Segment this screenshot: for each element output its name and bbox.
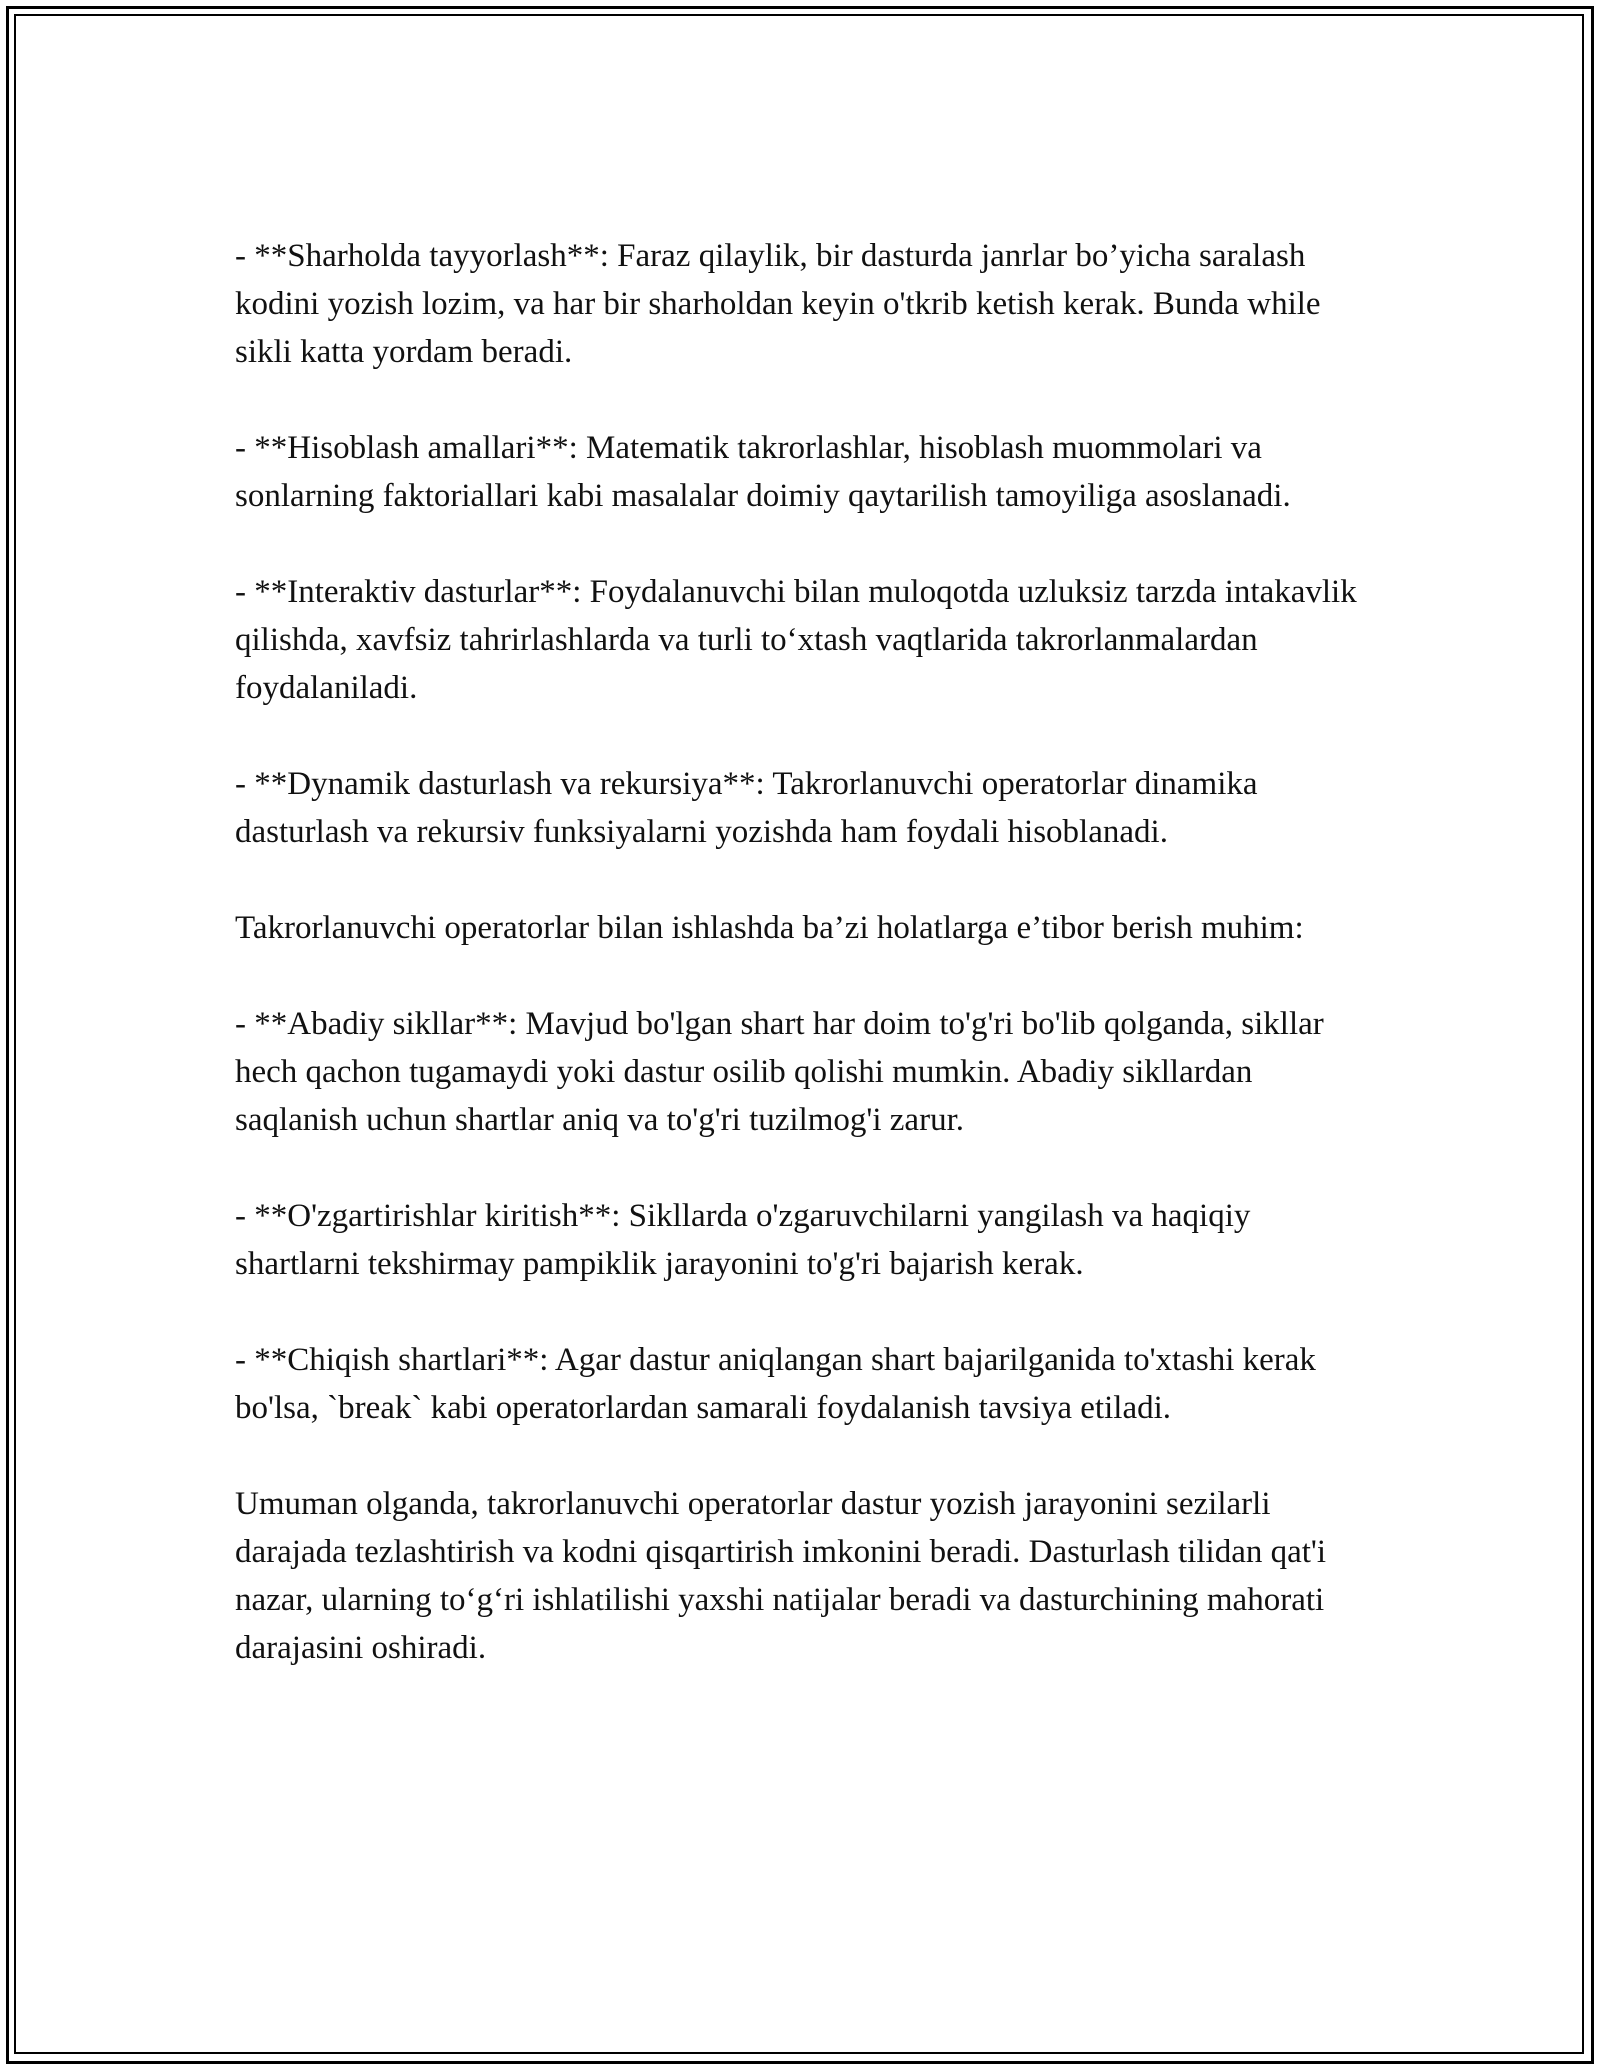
paragraph-interaktiv-dasturlar: - **Interaktiv dasturlar**: Foydalanuvchi bilan muloqotda uzluksiz tarzda intakavlik qilishda, xavfsiz tahrirlashlarda va turli to‘xtash vaqtlarida takrorlanmalardan foydalaniladi. — [235, 574, 1357, 706]
paragraph-conclusion: Umuman olganda, takrorlanuvchi operatorlar dastur yozish jarayonini sezilarli darajada tezlashtirish va kodni qisqartirish imkonini beradi. Dasturlash tilidan qat'i nazar, ularning to‘g‘ri ishlatilishi yaxshi natijalar beradi va dasturchining mahorati darajasini oshiradi. — [235, 1486, 1327, 1666]
paragraph-ozgartirishlar-kiritish: - **O'zgartirishlar kiritish**: Sikllarda o'zgaruvchilarni yangilash va haqiqiy shartlarni tekshirmay pampiklik jarayonini to'g'ri bajarish kerak. — [235, 1198, 1251, 1282]
paragraph-abadiy-sikllar: - **Abadiy sikllar**: Mavjud bo'lgan shart har doim to'g'ri bo'lib qolganda, sikllar hech qachon tugamaydi yoki dastur osilib qolishi mumkin. Abadiy sikllardan saqlanish uchun shartlar aniq va to'g'ri tuzilmog'i zarur. — [235, 1006, 1324, 1138]
document-body — [235, 232, 1375, 1672]
paragraph-intro-holatlar: Takrorlanuvchi operatorlar bilan ishlashda ba’zi holatlarga e’tibor berish muhim: — [235, 910, 1304, 946]
paragraph-hisoblash-amallari: - **Hisoblash amallari**: Matematik takrorlashlar, hisoblash muommolari va sonlarning faktoriallari kabi masalalar doimiy qaytarilish tamoyiliga asoslanadi. — [235, 430, 1291, 514]
paragraph-sharholda-tayyorlash: - **Sharholda tayyorlash**: Faraz qilaylik, bir dasturda janrlar bo’yicha saralash kodini yozish lozim, va har bir sharholdan keyin o'tkrib ketish kerak. Bunda while sikli katta yordam beradi. — [235, 238, 1321, 370]
paragraph-chiqish-shartlari: - **Chiqish shartlari**: Agar dastur aniqlangan shart bajarilganida to'xtashi kerak bo'lsa, `break` kabi operatorlardan samarali foydalanish tavsiya etiladi. — [235, 1342, 1316, 1426]
paragraph-dynamik-dasturlash: - **Dynamik dasturlash va rekursiya**: Takrorlanuvchi operatorlar dinamika dasturlash va rekursiv funksiyalarni yozishda ham foydali hisoblanadi. — [235, 766, 1258, 850]
